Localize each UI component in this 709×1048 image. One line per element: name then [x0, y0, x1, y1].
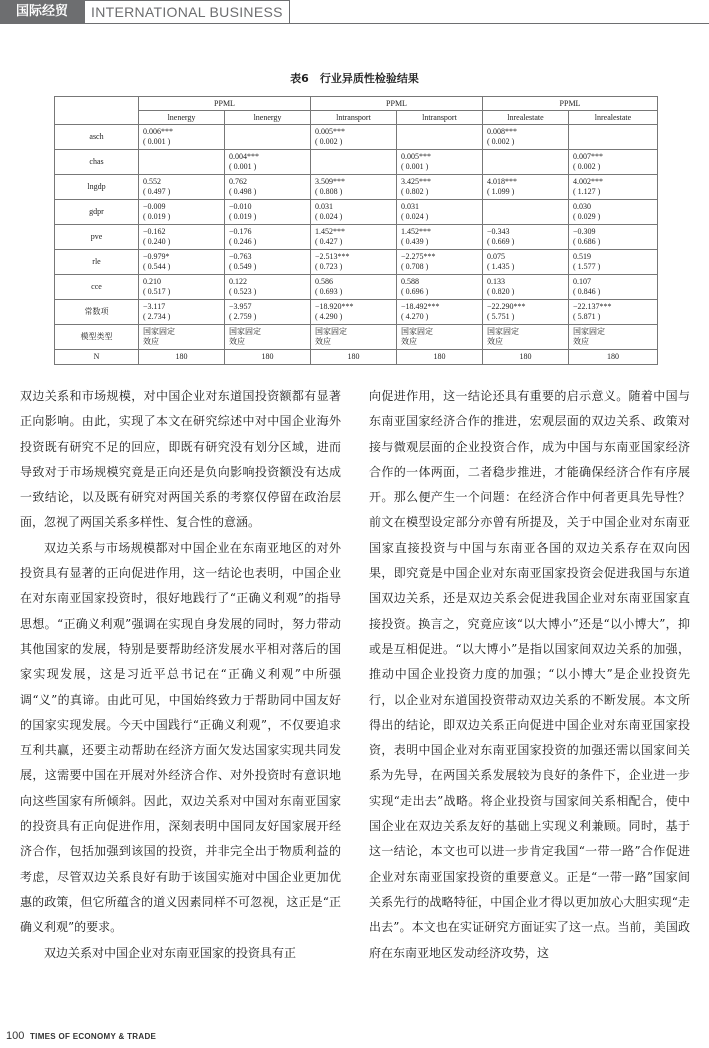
table-cell: [569, 225, 658, 250]
group-header-row: [55, 97, 658, 111]
table-cell: [397, 150, 483, 175]
column-header: lnenergy: [139, 111, 225, 125]
table-cell: [569, 325, 658, 350]
std-error: ( 4.290 ): [315, 312, 343, 321]
table-cell: [569, 175, 658, 200]
table-cell: [225, 250, 311, 275]
coefficient: 0.004***: [229, 152, 259, 161]
std-error: ( 0.001 ): [401, 162, 429, 171]
table-cell: [225, 125, 311, 150]
coefficient: 0.586: [315, 277, 333, 286]
column-header: lnenergy: [225, 111, 311, 125]
paragraph: 向促进作用，这一结论还具有重要的启示意义。随着中国与东南亚国家经济合作的推进，宏观层面的双边关系、政策对接与微观层面的企业投资合作，成为中国与东南亚国家经济合作的一体两面，二者稳步推进，才能确保经济合作有序展开。那么便产生一个问题：在经济合作中何者更具先导性？前文在模型设定部分亦曾有所提及，关于中国企业对东南亚国家直接投资与中国与东南亚各国的双边关系存在双向因果，即究竟是中国企业对东南亚国家投资会促进我国与东道国双边关系，还是双边关系会促进我国企业对东南亚国家直接投资。换言之，究竟应该“以大博小”还是“以小博大”，抑或是互相促进。“以大博小”是指以国家间双边关系的加强，推动中国企业投资力度的加强；“以小博大”是企业投资先行，以企业对东道国投资带动双边关系的不断发展。本文所得出的结论，即双边关系正向促进中国企业对东南亚国家投资，表明中国企业对东南亚国家投资的加强还需以国家间关系为先导，在两国关系发展较为良好的条件下，企业进一步实现“走出去”战略。将企业投资与国家间关系相配合，使中国企业在双边关系友好的基础上实现义利兼顾。同时，基于这一结论，本文也可以进一步肯定我国“一带一路”合作促进企业对东南亚国家投资的重要意义。正是“一带一路”国家间关系先行的战略特征，中国企业才得以更加放心大胆实现“走出去”。本文也在实证研究方面证实了这一点。当前，美国政府在东南亚地区发动经济攻势，这: [369, 389, 690, 960]
table-cell: [397, 175, 483, 200]
std-error: ( 1.127 ): [573, 187, 601, 196]
table-cell: [397, 325, 483, 350]
coefficient: 国家固定: [143, 327, 175, 336]
table-cell: [483, 225, 569, 250]
row-label: gdpr: [55, 200, 139, 225]
table-cell: [311, 250, 397, 275]
std-error: ( 0.001 ): [229, 162, 257, 171]
row-label: lngdp: [55, 175, 139, 200]
std-error: ( 0.669 ): [487, 237, 515, 246]
table-cell: [225, 175, 311, 200]
table-cell: [569, 125, 658, 150]
std-error: 效应: [401, 337, 417, 346]
coefficient: 0.552: [143, 177, 161, 186]
row-label: asch: [55, 125, 139, 150]
table-cell: [311, 175, 397, 200]
table-cell: [311, 275, 397, 300]
table-cell: [483, 300, 569, 325]
table-cell: 180: [483, 350, 569, 365]
table-cell: [397, 200, 483, 225]
std-error: ( 0.019 ): [143, 212, 171, 221]
std-error: ( 0.427 ): [315, 237, 343, 246]
row-label: chas: [55, 150, 139, 175]
std-error: ( 0.802 ): [401, 187, 429, 196]
row-label: 常数项: [55, 300, 139, 325]
table-row: [55, 250, 658, 275]
coefficient: −0.009: [143, 202, 166, 211]
coefficient: 国家固定: [573, 327, 605, 336]
table-cell: [569, 150, 658, 175]
coefficient: 0.030: [573, 202, 591, 211]
table-cell: [483, 250, 569, 275]
coefficient: 0.031: [401, 202, 419, 211]
table-row: [55, 300, 658, 325]
std-error: ( 0.549 ): [229, 262, 257, 271]
table-cell: [139, 125, 225, 150]
std-error: ( 0.019 ): [229, 212, 257, 221]
column-header-row: [55, 111, 658, 125]
std-error: ( 0.439 ): [401, 237, 429, 246]
coefficient: 0.133: [487, 277, 505, 286]
table-row: [55, 225, 658, 250]
std-error: ( 0.523 ): [229, 287, 257, 296]
coefficient: −3.957: [229, 302, 252, 311]
coefficient: −0.979*: [143, 252, 170, 261]
std-error: 效应: [573, 337, 589, 346]
table-cell: [311, 150, 397, 175]
coefficient: −18.920***: [315, 302, 354, 311]
table-title: 表6 行业异质性检验结果: [290, 72, 419, 85]
body-column-left: [20, 384, 341, 966]
coefficient: 0.588: [401, 277, 419, 286]
table-cell: [483, 275, 569, 300]
group-header: PPML: [139, 97, 311, 111]
table-cell: [569, 250, 658, 275]
coefficient: −0.309: [573, 227, 596, 236]
column-header: lntransport: [397, 111, 483, 125]
table-cell: [225, 300, 311, 325]
table-cell: [397, 125, 483, 150]
coefficient: 0.005***: [315, 127, 345, 136]
coefficient: 国家固定: [401, 327, 433, 336]
table-cell: 180: [397, 350, 483, 365]
coefficient: 3.425***: [401, 177, 431, 186]
std-error: ( 5.871 ): [573, 312, 601, 321]
coefficient: −0.343: [487, 227, 510, 236]
coefficient: 1.452***: [401, 227, 431, 236]
paragraph: 双边关系和市场规模，对中国企业对东道国投资额都有显著正向影响。由此，实现了本文在研究综述中对中国企业海外投资既有研究不足的回应，即既有研究没有划分区域，进而导致对于市场规模究竟是正向还是负向影响投资额没有达成一致结论，以及既有研究对两国关系的考察仅停留在政治层面，忽视了两国关系多样性、复合性的意涵。: [20, 389, 341, 530]
table-cell: [225, 200, 311, 225]
coefficient: 0.008***: [487, 127, 517, 136]
group-header: PPML: [311, 97, 483, 111]
coefficient: −22.290***: [487, 302, 526, 311]
table-cell: [139, 200, 225, 225]
coefficient: 3.509***: [315, 177, 345, 186]
table-cell: [311, 325, 397, 350]
coefficient: 0.519: [573, 252, 591, 261]
table-cell: [483, 125, 569, 150]
table-cell: 180: [311, 350, 397, 365]
coefficient: −22.137***: [573, 302, 612, 311]
table-cell: [311, 225, 397, 250]
std-error: 效应: [315, 337, 331, 346]
table-cell: [139, 225, 225, 250]
row-label: 模型类型: [55, 325, 139, 350]
row-label: cce: [55, 275, 139, 300]
header-rule: [272, 23, 709, 24]
magazine-name: TIMES OF ECONOMY & TRADE: [30, 1032, 157, 1041]
section-name: INTERNATIONAL BUSINESS: [84, 0, 290, 24]
std-error: 效应: [229, 337, 245, 346]
table-corner: [55, 97, 139, 125]
std-error: ( 0.240 ): [143, 237, 171, 246]
table-cell: [225, 150, 311, 175]
coefficient: 0.007***: [573, 152, 603, 161]
coefficient: 国家固定: [229, 327, 261, 336]
std-error: ( 0.693 ): [315, 287, 343, 296]
std-error: ( 0.029 ): [573, 212, 601, 221]
page-number: 100: [6, 1030, 25, 1042]
table-cell: [397, 250, 483, 275]
paragraph: 双边关系对中国企业对东南亚国家的投资具有正: [44, 945, 297, 960]
coefficient: −0.162: [143, 227, 166, 236]
coefficient: −0.176: [229, 227, 252, 236]
page-header: [0, 0, 709, 24]
coefficient: 4.018***: [487, 177, 517, 186]
std-error: ( 0.001 ): [143, 137, 171, 146]
std-error: ( 0.024 ): [401, 212, 429, 221]
coefficient: −0.763: [229, 252, 252, 261]
paragraph: 双边关系与市场规模都对中国企业在东南亚地区的对外投资具有显著的正向促进作用，这一结论也表明，中国企业在对东南亚国家投资时，很好地践行了“正确义利观”的指导思想。“正确义利观”强调在实现自身发展的同时，努力带动其他国家的发展，特别是要帮助经济发展水平相对落后的国家实现发展，这是习近平总书记在“正确义利观”中所强调“义”的真谛。由此可见，中国始终致力于帮助同中国友好的国家实现发展。今天中国践行“正确义利观”，不仅要追求互利共赢，还要主动帮助在经济方面欠发达国家实现共同发展，这需要中国在开展对外经济合作、对外投资时有意识地向这些国家有所倾斜。因此，双边关系对中国对东南亚国家的投资具有正向促进作用，深刻表明中国同友好国家展开经济合作，包括加强到该国的投资，并非完全出于物质利益的考虑，尽管双边关系良好有助于该国实施对中国企业更加优惠的政策，但它所蕴含的道义因素同样不可忽视，这正是“正确义利观”的要求。: [20, 540, 341, 935]
std-error: ( 0.544 ): [143, 262, 171, 271]
table-row: [55, 275, 658, 300]
table-row: [55, 150, 658, 175]
std-error: ( 1.099 ): [487, 187, 515, 196]
table-row: [55, 175, 658, 200]
row-label: rle: [55, 250, 139, 275]
std-error: ( 0.498 ): [229, 187, 257, 196]
table-cell: [139, 175, 225, 200]
coefficient: −2.275***: [401, 252, 436, 261]
std-error: ( 4.270 ): [401, 312, 429, 321]
coefficient: 0.031: [315, 202, 333, 211]
std-error: ( 5.751 ): [487, 312, 515, 321]
std-error: ( 0.696 ): [401, 287, 429, 296]
table-cell: [311, 125, 397, 150]
coefficient: 0.122: [229, 277, 247, 286]
table-row: [55, 200, 658, 225]
section-tag: 国际经贸: [0, 0, 84, 24]
std-error: ( 0.686 ): [573, 237, 601, 246]
table-cell: [139, 250, 225, 275]
table-cell: [225, 225, 311, 250]
coefficient: −18.492***: [401, 302, 440, 311]
std-error: ( 0.820 ): [487, 287, 515, 296]
std-error: ( 0.246 ): [229, 237, 257, 246]
coefficient: −3.117: [143, 302, 166, 311]
table-cell: 180: [225, 350, 311, 365]
table-cell: [569, 300, 658, 325]
coefficient: 0.006***: [143, 127, 173, 136]
n-row: [55, 350, 658, 365]
std-error: ( 2.734 ): [143, 312, 171, 321]
std-error: ( 0.002 ): [487, 137, 515, 146]
table-cell: [483, 325, 569, 350]
coefficient: 4.002***: [573, 177, 603, 186]
table-cell: [225, 275, 311, 300]
std-error: 效应: [143, 337, 159, 346]
coefficient: 国家固定: [315, 327, 347, 336]
coefficient: 0.762: [229, 177, 247, 186]
row-label: pve: [55, 225, 139, 250]
coefficient: 1.452***: [315, 227, 345, 236]
std-error: ( 0.002 ): [315, 137, 343, 146]
coefficient: 0.075: [487, 252, 505, 261]
std-error: ( 0.024 ): [315, 212, 343, 221]
coefficient: 0.005***: [401, 152, 431, 161]
table-cell: [483, 200, 569, 225]
table-cell: [483, 175, 569, 200]
table-cell: 180: [569, 350, 658, 365]
table-cell: [569, 275, 658, 300]
coefficient: −0.010: [229, 202, 252, 211]
table-cell: [225, 325, 311, 350]
table-cell: [139, 325, 225, 350]
table-cell: [311, 300, 397, 325]
coefficient: 0.107: [573, 277, 591, 286]
std-error: ( 0.497 ): [143, 187, 171, 196]
column-header: lnrealestate: [569, 111, 658, 125]
column-header: lntransport: [311, 111, 397, 125]
coefficient: 0.210: [143, 277, 161, 286]
body-column-right: [369, 384, 690, 966]
results-table: [54, 96, 658, 365]
std-error: ( 2.759 ): [229, 312, 257, 321]
table-cell: [569, 200, 658, 225]
std-error: ( 0.808 ): [315, 187, 343, 196]
table-cell: [397, 275, 483, 300]
std-error: ( 0.708 ): [401, 262, 429, 271]
std-error: ( 1.577 ): [573, 262, 601, 271]
table-row: [55, 325, 658, 350]
table-cell: 180: [139, 350, 225, 365]
std-error: ( 1.435 ): [487, 262, 515, 271]
std-error: ( 0.002 ): [573, 162, 601, 171]
table-cell: [139, 300, 225, 325]
table-cell: [483, 150, 569, 175]
table-cell: [397, 225, 483, 250]
table-cell: [397, 300, 483, 325]
std-error: ( 0.723 ): [315, 262, 343, 271]
row-label: N: [55, 350, 139, 365]
std-error: ( 0.846 ): [573, 287, 601, 296]
column-header: lnrealestate: [483, 111, 569, 125]
group-header: PPML: [483, 97, 658, 111]
table-row: [55, 125, 658, 150]
std-error: 效应: [487, 337, 503, 346]
table-cell: [311, 200, 397, 225]
coefficient: 国家固定: [487, 327, 519, 336]
table-cell: [139, 150, 225, 175]
std-error: ( 0.517 ): [143, 287, 171, 296]
coefficient: −2.513***: [315, 252, 350, 261]
table-cell: [139, 275, 225, 300]
